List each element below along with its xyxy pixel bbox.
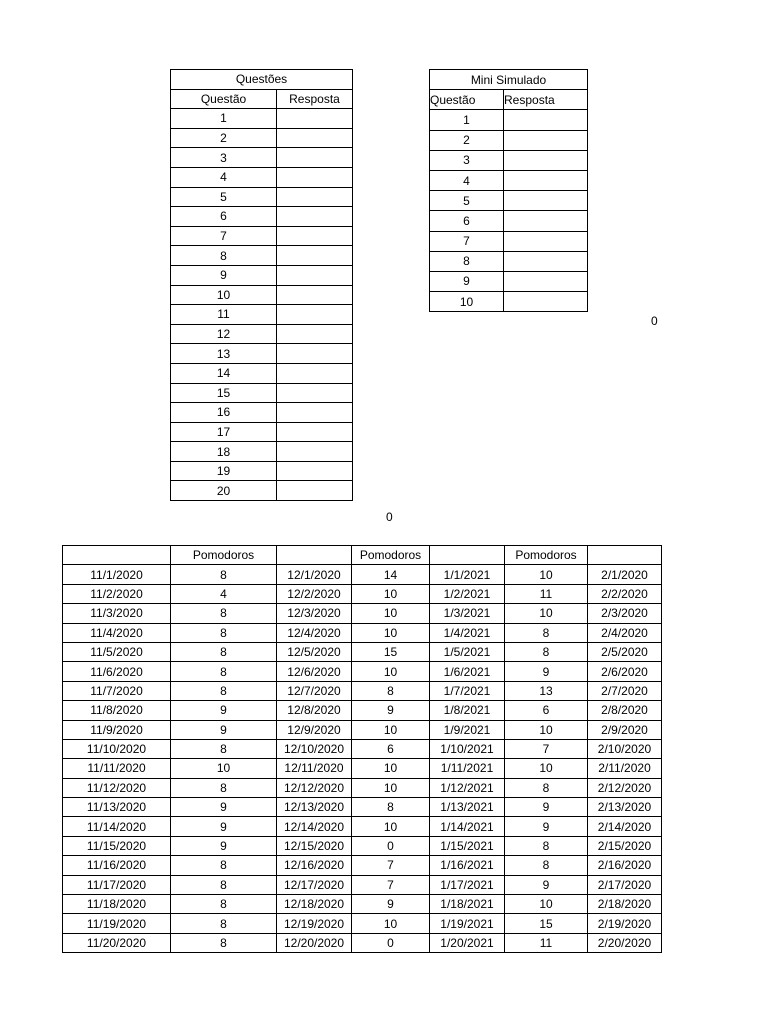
pomodoros-table: [62, 545, 662, 953]
pomodoros-row: [63, 817, 662, 836]
mini-simulado-table: [429, 69, 588, 312]
resposta-cell[interactable]: [277, 246, 353, 266]
january-pomodoros-cell[interactable]: 11: [505, 933, 588, 952]
pomodoros-row: [63, 933, 662, 952]
january-pomodoros-cell[interactable]: 9: [505, 875, 588, 894]
november-date-cell[interactable]: 11/14/2020: [63, 817, 171, 836]
december-pomodoros-cell[interactable]: 0: [352, 933, 430, 952]
pomodoros-row: [63, 604, 662, 623]
december-date-cell[interactable]: 12/14/2020: [277, 817, 352, 836]
november-pomodoros-cell[interactable]: 9: [171, 836, 277, 855]
december-date-cell[interactable]: 12/1/2020: [277, 565, 352, 584]
february-date-cell[interactable]: 2/17/2020: [588, 875, 662, 894]
january-pomodoros-cell[interactable]: 11: [505, 584, 588, 603]
questoes-row: [171, 128, 353, 148]
january-date-cell[interactable]: 1/19/2021: [430, 914, 505, 933]
december-pomodoros-cell[interactable]: 10: [352, 720, 430, 739]
questoes-table: [170, 69, 353, 501]
december-date-cell[interactable]: 12/2/2020: [277, 584, 352, 603]
november-date-cell[interactable]: 11/6/2020: [63, 662, 171, 681]
january-pomodoros-cell[interactable]: 10: [505, 604, 588, 623]
pomodoros-header-cell[interactable]: [277, 546, 352, 565]
november-pomodoros-cell[interactable]: 8: [171, 662, 277, 681]
pomodoros-row: [63, 759, 662, 778]
mini-questao-number-cell[interactable]: 5: [430, 191, 504, 211]
december-date-cell[interactable]: 12/10/2020: [277, 739, 352, 758]
december-pomodoros-cell[interactable]: 10: [352, 604, 430, 623]
questao-number-cell[interactable]: 6: [171, 207, 277, 227]
november-pomodoros-cell[interactable]: 8: [171, 565, 277, 584]
february-date-cell[interactable]: 2/20/2020: [588, 933, 662, 952]
pomodoros-row: [63, 720, 662, 739]
january-date-cell[interactable]: 1/20/2021: [430, 933, 505, 952]
resposta-cell[interactable]: [277, 305, 353, 325]
january-pomodoros-cell[interactable]: 10: [505, 720, 588, 739]
december-date-cell[interactable]: 12/13/2020: [277, 798, 352, 817]
mini-resposta-cell[interactable]: [504, 130, 588, 150]
february-date-cell[interactable]: 2/16/2020: [588, 856, 662, 875]
resposta-cell[interactable]: [277, 422, 353, 442]
december-pomodoros-cell[interactable]: 10: [352, 817, 430, 836]
questoes-title-row: [171, 70, 353, 90]
november-date-cell[interactable]: 11/17/2020: [63, 875, 171, 894]
pomodoros-row: [63, 565, 662, 584]
mini-resposta-cell[interactable]: [504, 271, 588, 291]
december-date-cell[interactable]: 12/19/2020: [277, 914, 352, 933]
february-date-cell[interactable]: 2/18/2020: [588, 895, 662, 914]
january-date-cell[interactable]: 1/9/2021: [430, 720, 505, 739]
mini-questao-number-cell[interactable]: 6: [430, 211, 504, 231]
december-date-cell[interactable]: 12/18/2020: [277, 895, 352, 914]
february-date-cell[interactable]: 2/15/2020: [588, 836, 662, 855]
november-date-cell[interactable]: 11/10/2020: [63, 739, 171, 758]
january-date-cell[interactable]: 1/8/2021: [430, 701, 505, 720]
january-pomodoros-cell[interactable]: 7: [505, 739, 588, 758]
pomodoros-body: [63, 546, 662, 953]
december-pomodoros-cell[interactable]: 8: [352, 798, 430, 817]
pomodoros-row: [63, 836, 662, 855]
january-date-cell[interactable]: 1/13/2021: [430, 798, 505, 817]
mini-simulado-title-row: [430, 70, 588, 90]
questoes-col-resposta[interactable]: Resposta: [277, 89, 353, 109]
questoes-row: [171, 442, 353, 462]
november-date-cell[interactable]: 11/5/2020: [63, 642, 171, 661]
november-pomodoros-cell[interactable]: 8: [171, 642, 277, 661]
mini-simulado-header-row: [430, 90, 588, 110]
january-date-cell[interactable]: 1/4/2021: [430, 623, 505, 642]
february-date-cell[interactable]: 2/6/2020: [588, 662, 662, 681]
resposta-cell[interactable]: [277, 442, 353, 462]
december-pomodoros-cell[interactable]: 8: [352, 681, 430, 700]
mini-resposta-cell[interactable]: [504, 191, 588, 211]
january-date-cell[interactable]: 1/6/2021: [430, 662, 505, 681]
january-pomodoros-cell[interactable]: 10: [505, 565, 588, 584]
november-pomodoros-cell[interactable]: 8: [171, 739, 277, 758]
february-date-cell[interactable]: 2/4/2020: [588, 623, 662, 642]
november-date-cell[interactable]: 11/15/2020: [63, 836, 171, 855]
november-date-cell[interactable]: 11/20/2020: [63, 933, 171, 952]
december-date-cell[interactable]: 12/8/2020: [277, 701, 352, 720]
questoes-row: [171, 265, 353, 285]
january-date-cell[interactable]: 1/17/2021: [430, 875, 505, 894]
pomodoros-header-cell[interactable]: [430, 546, 505, 565]
november-date-cell[interactable]: 11/13/2020: [63, 798, 171, 817]
mini-resposta-cell[interactable]: [504, 231, 588, 251]
mini-simulado-row: [430, 150, 588, 170]
questoes-row: [171, 285, 353, 305]
january-date-cell[interactable]: 1/16/2021: [430, 856, 505, 875]
resposta-cell[interactable]: [277, 461, 353, 481]
november-pomodoros-cell[interactable]: 9: [171, 798, 277, 817]
resposta-cell[interactable]: [277, 109, 353, 129]
february-date-cell[interactable]: 2/19/2020: [588, 914, 662, 933]
mini-questao-number-cell[interactable]: 10: [430, 292, 504, 312]
questao-number-cell[interactable]: 12: [171, 324, 277, 344]
questoes-row: [171, 422, 353, 442]
november-date-cell[interactable]: 11/4/2020: [63, 623, 171, 642]
questoes-row: [171, 207, 353, 227]
january-pomodoros-cell[interactable]: 8: [505, 836, 588, 855]
november-pomodoros-cell[interactable]: 4: [171, 584, 277, 603]
february-date-cell[interactable]: 2/7/2020: [588, 681, 662, 700]
february-date-cell[interactable]: 2/10/2020: [588, 739, 662, 758]
pomodoros-header-cell[interactable]: [588, 546, 662, 565]
pomodoros-row: [63, 584, 662, 603]
january-pomodoros-cell[interactable]: 15: [505, 914, 588, 933]
mini-simulado-row: [430, 292, 588, 312]
questao-number-cell[interactable]: 15: [171, 383, 277, 403]
pomodoros-row: [63, 739, 662, 758]
mini-simulado-title[interactable]: Mini Simulado: [430, 70, 588, 90]
questao-number-cell[interactable]: 3: [171, 148, 277, 168]
questao-number-cell[interactable]: 7: [171, 226, 277, 246]
mini-resposta-cell[interactable]: [504, 211, 588, 231]
november-date-cell[interactable]: 11/2/2020: [63, 584, 171, 603]
mini-resposta-cell[interactable]: [504, 110, 588, 130]
january-pomodoros-cell[interactable]: 8: [505, 778, 588, 797]
pomodoros-row: [63, 914, 662, 933]
november-pomodoros-cell[interactable]: 8: [171, 895, 277, 914]
pomodoros-header-cell[interactable]: Pomodoros: [505, 546, 588, 565]
resposta-cell[interactable]: [277, 167, 353, 187]
pomodoros-row: [63, 856, 662, 875]
december-date-cell[interactable]: 12/6/2020: [277, 662, 352, 681]
mini-simulado-row: [430, 130, 588, 150]
mini-simulado-row: [430, 251, 588, 271]
february-date-cell[interactable]: 2/13/2020: [588, 798, 662, 817]
questoes-row: [171, 246, 353, 266]
questoes-row: [171, 226, 353, 246]
questao-number-cell[interactable]: 18: [171, 442, 277, 462]
mini-questao-number-cell[interactable]: 1: [430, 110, 504, 130]
november-date-cell[interactable]: 11/1/2020: [63, 565, 171, 584]
mini-questao-number-cell[interactable]: 2: [430, 130, 504, 150]
november-pomodoros-cell[interactable]: 8: [171, 623, 277, 642]
mini-simulado-total-value[interactable]: 0: [651, 314, 658, 328]
november-pomodoros-cell[interactable]: 8: [171, 604, 277, 623]
november-pomodoros-cell[interactable]: 8: [171, 856, 277, 875]
pomodoros-header-cell[interactable]: Pomodoros: [352, 546, 430, 565]
pomodoros-row: [63, 798, 662, 817]
december-date-cell[interactable]: 12/9/2020: [277, 720, 352, 739]
mini-resposta-cell[interactable]: [504, 292, 588, 312]
november-pomodoros-cell[interactable]: 8: [171, 778, 277, 797]
questao-number-cell[interactable]: 4: [171, 167, 277, 187]
december-pomodoros-cell[interactable]: 0: [352, 836, 430, 855]
december-pomodoros-cell[interactable]: 10: [352, 662, 430, 681]
questoes-row: [171, 109, 353, 129]
pomodoros-header-cell[interactable]: Pomodoros: [171, 546, 277, 565]
resposta-cell[interactable]: [277, 285, 353, 305]
december-date-cell[interactable]: 12/15/2020: [277, 836, 352, 855]
january-pomodoros-cell[interactable]: 13: [505, 681, 588, 700]
questoes-row: [171, 167, 353, 187]
december-pomodoros-cell[interactable]: 10: [352, 914, 430, 933]
december-pomodoros-cell[interactable]: 7: [352, 856, 430, 875]
november-pomodoros-cell[interactable]: 8: [171, 681, 277, 700]
questao-number-cell[interactable]: 2: [171, 128, 277, 148]
november-date-cell[interactable]: 11/3/2020: [63, 604, 171, 623]
january-pomodoros-cell[interactable]: 10: [505, 759, 588, 778]
december-pomodoros-cell[interactable]: 7: [352, 875, 430, 894]
november-date-cell[interactable]: 11/8/2020: [63, 701, 171, 720]
questoes-row: [171, 461, 353, 481]
mini-simulado-row: [430, 191, 588, 211]
february-date-cell[interactable]: 2/3/2020: [588, 604, 662, 623]
february-date-cell[interactable]: 2/5/2020: [588, 642, 662, 661]
january-date-cell[interactable]: 1/10/2021: [430, 739, 505, 758]
questoes-total-value[interactable]: 0: [386, 510, 393, 524]
questoes-title[interactable]: Questões: [171, 70, 353, 90]
questao-number-cell[interactable]: 17: [171, 422, 277, 442]
questoes-header-row: [171, 89, 353, 109]
december-date-cell[interactable]: 12/7/2020: [277, 681, 352, 700]
january-date-cell[interactable]: 1/18/2021: [430, 895, 505, 914]
questoes-row: [171, 324, 353, 344]
mini-simulado-row: [430, 211, 588, 231]
mini-questao-number-cell[interactable]: 4: [430, 170, 504, 190]
questoes-row: [171, 403, 353, 423]
december-pomodoros-cell[interactable]: 15: [352, 642, 430, 661]
pomodoros-row: [63, 895, 662, 914]
resposta-cell[interactable]: [277, 363, 353, 383]
december-date-cell[interactable]: 12/4/2020: [277, 623, 352, 642]
resposta-cell[interactable]: [277, 187, 353, 207]
resposta-cell[interactable]: [277, 383, 353, 403]
questoes-row: [171, 363, 353, 383]
pomodoros-row: [63, 681, 662, 700]
november-pomodoros-cell[interactable]: 8: [171, 933, 277, 952]
mini-questao-number-cell[interactable]: 3: [430, 150, 504, 170]
february-date-cell[interactable]: 2/1/2020: [588, 565, 662, 584]
mini-simulado-row: [430, 231, 588, 251]
february-date-cell[interactable]: 2/2/2020: [588, 584, 662, 603]
questao-number-cell[interactable]: 8: [171, 246, 277, 266]
questao-number-cell[interactable]: 19: [171, 461, 277, 481]
november-date-cell[interactable]: 11/19/2020: [63, 914, 171, 933]
december-pomodoros-cell[interactable]: 9: [352, 701, 430, 720]
november-date-cell[interactable]: 11/12/2020: [63, 778, 171, 797]
pomodoros-header-row: [63, 546, 662, 565]
november-pomodoros-cell[interactable]: 9: [171, 817, 277, 836]
mini-simulado-row: [430, 271, 588, 291]
february-date-cell[interactable]: 2/8/2020: [588, 701, 662, 720]
resposta-cell[interactable]: [277, 403, 353, 423]
resposta-cell[interactable]: [277, 148, 353, 168]
questao-number-cell[interactable]: 9: [171, 265, 277, 285]
december-date-cell[interactable]: 12/3/2020: [277, 604, 352, 623]
questao-number-cell[interactable]: 20: [171, 481, 277, 501]
questao-number-cell[interactable]: 11: [171, 305, 277, 325]
mini-resposta-cell[interactable]: [504, 251, 588, 271]
january-date-cell[interactable]: 1/15/2021: [430, 836, 505, 855]
questoes-body: [171, 70, 353, 501]
pomodoros-row: [63, 778, 662, 797]
pomodoros-row: [63, 623, 662, 642]
november-date-cell[interactable]: 11/9/2020: [63, 720, 171, 739]
mini-simulado-col-resposta[interactable]: Resposta: [504, 90, 588, 110]
november-date-cell[interactable]: 11/11/2020: [63, 759, 171, 778]
mini-simulado-row: [430, 170, 588, 190]
questoes-row: [171, 305, 353, 325]
november-pomodoros-cell[interactable]: 9: [171, 701, 277, 720]
january-date-cell[interactable]: 1/3/2021: [430, 604, 505, 623]
december-pomodoros-cell[interactable]: 10: [352, 778, 430, 797]
mini-questao-number-cell[interactable]: 8: [430, 251, 504, 271]
pomodoros-row: [63, 662, 662, 681]
november-pomodoros-cell[interactable]: 10: [171, 759, 277, 778]
resposta-cell[interactable]: [277, 481, 353, 501]
february-date-cell[interactable]: 2/12/2020: [588, 778, 662, 797]
january-pomodoros-cell[interactable]: 9: [505, 798, 588, 817]
december-date-cell[interactable]: 12/17/2020: [277, 875, 352, 894]
december-date-cell[interactable]: 12/11/2020: [277, 759, 352, 778]
december-pomodoros-cell[interactable]: 10: [352, 623, 430, 642]
questao-number-cell[interactable]: 1: [171, 109, 277, 129]
questoes-row: [171, 481, 353, 501]
november-pomodoros-cell[interactable]: 8: [171, 875, 277, 894]
december-date-cell[interactable]: 12/16/2020: [277, 856, 352, 875]
january-date-cell[interactable]: 1/14/2021: [430, 817, 505, 836]
february-date-cell[interactable]: 2/11/2020: [588, 759, 662, 778]
december-date-cell[interactable]: 12/5/2020: [277, 642, 352, 661]
december-pomodoros-cell[interactable]: 10: [352, 759, 430, 778]
questao-number-cell[interactable]: 14: [171, 363, 277, 383]
questao-number-cell[interactable]: 16: [171, 403, 277, 423]
january-pomodoros-cell[interactable]: 10: [505, 895, 588, 914]
january-pomodoros-cell[interactable]: 8: [505, 623, 588, 642]
february-date-cell[interactable]: 2/14/2020: [588, 817, 662, 836]
december-pomodoros-cell[interactable]: 14: [352, 565, 430, 584]
november-pomodoros-cell[interactable]: 8: [171, 914, 277, 933]
mini-questao-number-cell[interactable]: 7: [430, 231, 504, 251]
resposta-cell[interactable]: [277, 128, 353, 148]
january-pomodoros-cell[interactable]: 8: [505, 856, 588, 875]
february-date-cell[interactable]: 2/9/2020: [588, 720, 662, 739]
resposta-cell[interactable]: [277, 344, 353, 364]
january-date-cell[interactable]: 1/7/2021: [430, 681, 505, 700]
mini-questao-number-cell[interactable]: 9: [430, 271, 504, 291]
questao-number-cell[interactable]: 10: [171, 285, 277, 305]
questoes-row: [171, 383, 353, 403]
resposta-cell[interactable]: [277, 207, 353, 227]
december-pomodoros-cell[interactable]: 6: [352, 739, 430, 758]
november-date-cell[interactable]: 11/7/2020: [63, 681, 171, 700]
questoes-row: [171, 187, 353, 207]
november-date-cell[interactable]: 11/18/2020: [63, 895, 171, 914]
mini-resposta-cell[interactable]: [504, 150, 588, 170]
questoes-row: [171, 148, 353, 168]
questoes-col-questao[interactable]: Questão: [171, 89, 277, 109]
mini-resposta-cell[interactable]: [504, 170, 588, 190]
january-pomodoros-cell[interactable]: 6: [505, 701, 588, 720]
november-pomodoros-cell[interactable]: 9: [171, 720, 277, 739]
mini-simulado-col-questao[interactable]: Questão: [430, 90, 504, 110]
resposta-cell[interactable]: [277, 324, 353, 344]
mini-simulado-row: [430, 110, 588, 130]
questao-number-cell[interactable]: 5: [171, 187, 277, 207]
questoes-row: [171, 344, 353, 364]
pomodoros-row: [63, 642, 662, 661]
january-date-cell[interactable]: 1/2/2021: [430, 584, 505, 603]
pomodoros-row: [63, 701, 662, 720]
november-date-cell[interactable]: 11/16/2020: [63, 856, 171, 875]
pomodoros-row: [63, 875, 662, 894]
january-date-cell[interactable]: 1/5/2021: [430, 642, 505, 661]
january-pomodoros-cell[interactable]: 9: [505, 817, 588, 836]
january-date-cell[interactable]: 1/12/2021: [430, 778, 505, 797]
questao-number-cell[interactable]: 13: [171, 344, 277, 364]
january-date-cell[interactable]: 1/11/2021: [430, 759, 505, 778]
january-pomodoros-cell[interactable]: 9: [505, 662, 588, 681]
december-pomodoros-cell[interactable]: 10: [352, 584, 430, 603]
december-date-cell[interactable]: 12/20/2020: [277, 933, 352, 952]
resposta-cell[interactable]: [277, 265, 353, 285]
january-pomodoros-cell[interactable]: 8: [505, 642, 588, 661]
pomodoros-header-cell[interactable]: [63, 546, 171, 565]
december-pomodoros-cell[interactable]: 9: [352, 895, 430, 914]
mini-simulado-body: [430, 70, 588, 312]
december-date-cell[interactable]: 12/12/2020: [277, 778, 352, 797]
january-date-cell[interactable]: 1/1/2021: [430, 565, 505, 584]
resposta-cell[interactable]: [277, 226, 353, 246]
